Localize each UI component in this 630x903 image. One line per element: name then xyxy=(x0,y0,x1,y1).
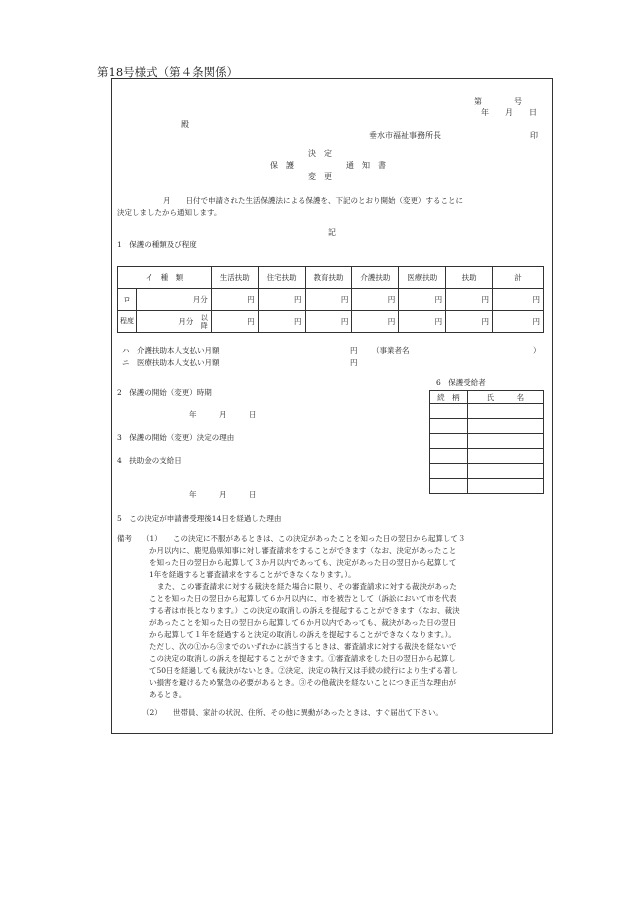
amount-cell: 円 xyxy=(493,289,544,311)
section-5-heading: 5 この決定が申請書受理後14日を経過した理由 xyxy=(117,514,282,523)
row2-suffix: 以降 xyxy=(200,313,208,330)
note-2-number: （2） xyxy=(142,708,162,717)
seal-mark: 印 xyxy=(530,131,538,140)
ha-provider-close: ） xyxy=(533,346,541,355)
beneficiary-row xyxy=(430,404,544,419)
note-line: また、この審査請求に対する裁決を経た場合に限り、その審査請求に対する裁決があった xyxy=(157,582,457,591)
notes-label: 備考 xyxy=(117,534,132,543)
title-decision: 決 定 xyxy=(308,149,332,158)
row-ro-label: ロ xyxy=(118,289,137,311)
beneficiary-relation-header: 続 柄 xyxy=(430,391,468,404)
notice-number: 第 号 xyxy=(474,97,522,106)
aid-table-row xyxy=(118,289,544,311)
note-line: か月以内に、鹿児島県知事に対し審査請求をすることができます（なお、決定があったこと xyxy=(149,546,457,555)
beneficiary-row xyxy=(430,464,544,479)
ha-yen: 円 xyxy=(350,346,358,355)
notice-date: 年 月 日 xyxy=(481,108,537,117)
section-4-heading: 4 扶助金の支給日 xyxy=(117,456,182,465)
amount-cell: 円 xyxy=(493,311,544,333)
note-line: て50日を経過しても裁決がないとき。②決定、決定の執行又は手続の続行により生ずる著し xyxy=(149,666,459,675)
note-line: を知った日の翌日から起算して３か月以内であっても、決定があった日の翌日から起算して xyxy=(149,558,457,567)
title-change: 変 更 xyxy=(308,172,332,181)
section-1-heading: 1 保護の種類及び程度 xyxy=(117,240,197,249)
section-3-heading: 3 保護の開始（変更）決定の理由 xyxy=(117,433,235,442)
intro-line-2: 決定しましたから通知します。 xyxy=(117,208,222,217)
issuer-name: 垂水市福祉事務所長 xyxy=(369,131,441,140)
note-line: ことを知った日の翌日から起算して６か月以内に、市を被告として（訴訟において市を代表 xyxy=(149,594,457,603)
aid-type-header: イ 種 類 xyxy=(118,267,212,289)
amount-cell: 円 xyxy=(211,311,258,333)
note-line: ただし、次の①から③までのいずれかに該当するときは、審査請求に対する裁決を経ないで xyxy=(149,642,457,651)
amount-cell: 円 xyxy=(399,311,446,333)
ha-label: ハ 介護扶助本人支払い月額 xyxy=(122,346,220,355)
aid-header-medical: 医療扶助 xyxy=(399,267,446,289)
amount-cell: 円 xyxy=(305,289,352,311)
aid-header-other: 扶助 xyxy=(446,267,493,289)
row2-month-label: 月分 以降 xyxy=(136,311,211,333)
aid-header-nursing: 介護扶助 xyxy=(352,267,399,289)
note-line: から起算して１年を経過すると決定の取消しの訴えを提起することができなくなります。）。 xyxy=(149,630,456,639)
ni-yen: 円 xyxy=(350,358,358,367)
ni-label: ニ 医療扶助本人支払い月額 xyxy=(122,358,220,367)
aid-header-housing: 住宅扶助 xyxy=(258,267,305,289)
note-line: あるとき。 xyxy=(149,690,187,699)
addressee-honorific: 殿 xyxy=(181,120,189,129)
amount-cell: 円 xyxy=(352,311,399,333)
aid-table-header-row xyxy=(118,267,544,289)
note-line: する者は市長となります。）この決定の取消しの訴えを提起することができます（なお、裁決 xyxy=(149,606,460,615)
note-line: この決定の取消しの訴えを提起することができます。①審査請求をした日の翌日から起算し xyxy=(149,654,456,663)
amount-cell: 円 xyxy=(258,311,305,333)
beneficiary-row xyxy=(430,419,544,434)
beneficiary-row xyxy=(430,449,544,464)
ki-heading: 記 xyxy=(328,228,336,237)
note-1-number: （1） xyxy=(142,534,162,543)
form-number-label: 第18号様式（第４条関係） xyxy=(97,65,239,79)
beneficiary-table xyxy=(429,390,544,494)
row1-month-label: 月分 xyxy=(136,289,211,311)
aid-header-education: 教育扶助 xyxy=(305,267,352,289)
title-notice: 通 知 書 xyxy=(346,161,386,170)
aid-table xyxy=(117,266,544,333)
aid-header-total: 計 xyxy=(493,267,544,289)
beneficiary-row xyxy=(430,479,544,494)
amount-cell: 円 xyxy=(446,311,493,333)
title-protection: 保 護 xyxy=(270,161,294,170)
note-line: があったことを知った日の翌日から起算して６か月以内であっても、裁決があった日の翌日 xyxy=(149,618,457,627)
ha-provider: （事業者名 xyxy=(372,346,410,355)
beneficiary-name-header: 氏 名 xyxy=(467,391,543,404)
intro-line-1: 月 日付で申請された生活保護法による保護を、下記のとおり開始（変更）することに xyxy=(163,196,463,205)
note-line: この決定に不服があるときは、この決定があったことを知った日の翌日から起算して３ xyxy=(173,534,466,543)
note-2-text: 世帯員、家計の状況、住所、その他に異動があったときは、すぐ届出て下さい。 xyxy=(173,708,443,717)
section-4-date: 年 月 日 xyxy=(189,490,257,499)
amount-cell: 円 xyxy=(258,289,305,311)
amount-cell: 円 xyxy=(352,289,399,311)
aid-table-row xyxy=(118,311,544,333)
section-6-heading: 6 保護受給者 xyxy=(436,378,486,387)
row-teido-label: 程度 xyxy=(118,311,137,333)
amount-cell: 円 xyxy=(446,289,493,311)
note-line: い損害を避けるため緊急の必要があるとき。③その他裁決を経ないことにつき正当な理由が xyxy=(149,678,457,687)
section-2-date: 年 月 日 xyxy=(189,410,257,419)
amount-cell: 円 xyxy=(399,289,446,311)
note-line: 1年を経過すると審査請求をすることができなくなります。）。 xyxy=(149,570,356,579)
section-2-heading: 2 保護の開始（変更）時期 xyxy=(117,388,212,397)
beneficiary-row xyxy=(430,434,544,449)
aid-header-living: 生活扶助 xyxy=(211,267,258,289)
amount-cell: 円 xyxy=(305,311,352,333)
amount-cell: 円 xyxy=(211,289,258,311)
